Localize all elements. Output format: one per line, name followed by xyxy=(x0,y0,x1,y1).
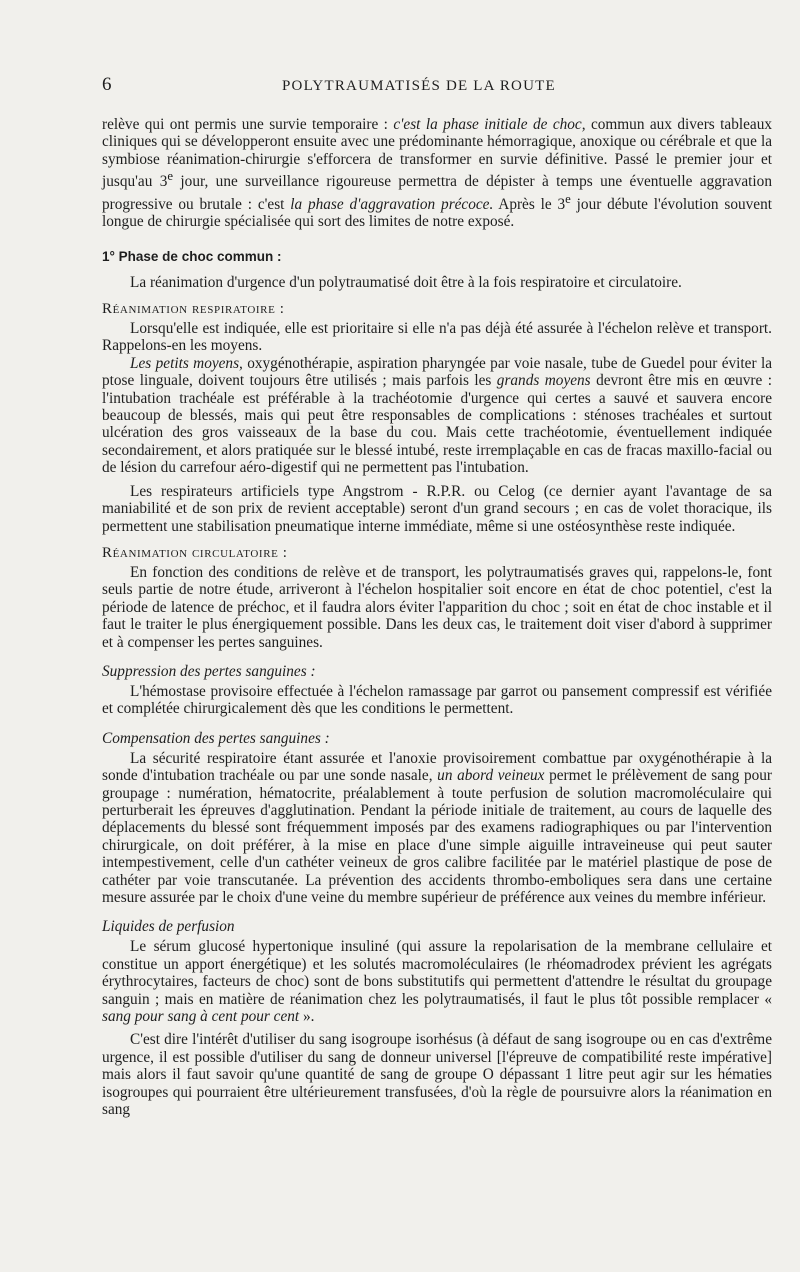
subheading-reanimation-respiratoire: Réanimation respiratoire : xyxy=(102,301,285,318)
paragraph: C'est dire l'intérêt d'utiliser du sang isogroupe isorhésus (à défaut de sang isogroupe ou en cas d'extrême urgence, il est possible d'utiliser du sang de donneur universel [l'épreuve de compatibilité reste impérative] mais alors il faut savoir qu'une quantité de sang de groupe O dépassant 1 litre peut agir sur les hématies isogroupes qui pourraient être ultérieurement transfusées, d'où la règle de poursuivre alors la réanimation en sang xyxy=(102,1031,772,1119)
paragraph: L'hémostase provisoire effectuée à l'échelon ramassage par garrot ou pansement compressif est vérifiée et complétée chirurgicalement dès que les conditions le permettent. xyxy=(102,682,772,718)
paragraph: Les respirateurs artificiels type Angstrom - R.P.R. ou Celog (ce dernier ayant l'avantage de sa maniabilité et de son prix de revient acceptable) seront d'un grand secours ; en cas de volet thoracique, ils permettent une stabilisation pneumatique interne immédiate, même si une ostéosynthèse reste indiquée. xyxy=(102,482,772,535)
subheading-compensation: Compensation des pertes sanguines : xyxy=(102,729,330,747)
paragraph: La sécurité respiratoire étant assurée et l'anoxie provisoirement combattue par oxygénothérapie à la sonde d'intubation trachéale ou par une sonde nasale, un abord veineux permet le prélèvement de sang pour groupage : numération, hématocrite, préalablement à toute perfusion de solution macromoléculaire qui perturberait les épreuves d'agglutination. Pendant la période initiale de traitement, au cours de laquelle des déplacements du blessé sont fréquemment imposés par des examens radiographiques ou par l'intervention chirurgicale, on doit préférer, à la mise en place d'une simple aiguille intraveineuse qui peut sauter intempestivement, celle d'un cathéter veineux de gros calibre facilitée par le matériel plastique de pose de cathéter par voie transcutanée. La prévention des accidents thrombo-emboliques sera dans une certaine mesure assurée par le choix d'une veine du membre supérieur de préférence aux veines du membre inférieur. xyxy=(102,749,772,906)
paragraph: Les petits moyens, oxygénothérapie, aspiration pharyngée par voie nasale, tube de Guedel pour éviter la ptose linguale, doivent toujours être utilisés ; mais parfois les grands moyens devront être mis en œuvre : l'intubation trachéale est préférable à la trachéotomie d'urgence qui certes a sauvé et sauvera encore beaucoup de blessés, mais qui peut être responsables de complications : sténoses trachéales et surtout ulcération des gros vaisseaux de la base du cou. Mais cette trachéotomie, éventuellement indiquée secondairement, et alors pratiquée sur le blessé intubé, reste irremplaçable en cas de fracas maxillo-facial ou de lésion du carrefour aéro-digestif qui ne permettent pas l'intubation. xyxy=(102,354,772,477)
subheading-suppression: Suppression des pertes sanguines : xyxy=(102,662,316,680)
section-heading-phase-choc: 1° Phase de choc commun : xyxy=(102,248,282,264)
intro-paragraph: relève qui ont permis une survie temporaire : c'est la phase initiale de choc, commun aux divers tableaux cliniques qui se développeront ensuite avec une prédominante hémorragique, anoxique ou cérébrale et que la symbiose réanimation-chirurgie s'efforcera de transformer en survie définitive. Passé le premier jour et jusqu'au 3e jour, une surveillance rigoureuse permettra de dépister à temps une éventuelle aggravation progressive ou brutale : c'est la phase d'aggravation précoce. Après le 3e jour débute l'évolution souvent longue de chirurgie spécialisée qui sort des limites de notre exposé. xyxy=(102,116,772,231)
paragraph: La réanimation d'urgence d'un polytraumatisé doit être à la fois respiratoire et circulatoire. xyxy=(130,273,682,291)
paragraph: Lorsqu'elle est indiquée, elle est prioritaire si elle n'a pas déjà été assurée à l'échelon relève et transport. Rappelons-en les moyens. xyxy=(102,320,772,355)
subheading-liquides: Liquides de perfusion xyxy=(102,918,235,936)
running-title: POLYTRAUMATISÉS DE LA ROUTE xyxy=(282,78,556,94)
paragraph: En fonction des conditions de relève et de transport, les polytraumatisés graves qui, rappelons-le, font seuls partie de notre étude, arriveront à l'échelon hospitalier soit encore en état de choc potentiel, c'est la période de latence de préchoc, et il faudra alors éviter l'apparition du choc ; soit en état de choc instable et il faut le traiter le plus énergiquement possible. Dans les deux cas, le traitement doit viser d'abord à supprimer et à compenser les pertes sanguines. xyxy=(102,563,772,651)
paragraph: Le sérum glucosé hypertonique insuliné (qui assure la repolarisation de la membrane cellulaire et constitue un apport énergétique) et les solutés macromoléculaires (le rhéomadrodex prévient les agrégats érythrocytaires, facteurs de choc) sont de bons substitutifs qui permettent d'attendre le résultat du groupage sanguin ; mais en matière de réanimation chez les polytraumatisés, il faut le plus tôt possible remplacer « sang pour sang à cent pour cent ». xyxy=(102,938,772,1026)
page-number: 6 xyxy=(102,74,113,95)
subheading-reanimation-circulatoire: Réanimation circulatoire : xyxy=(102,544,288,561)
page-header xyxy=(102,74,772,96)
